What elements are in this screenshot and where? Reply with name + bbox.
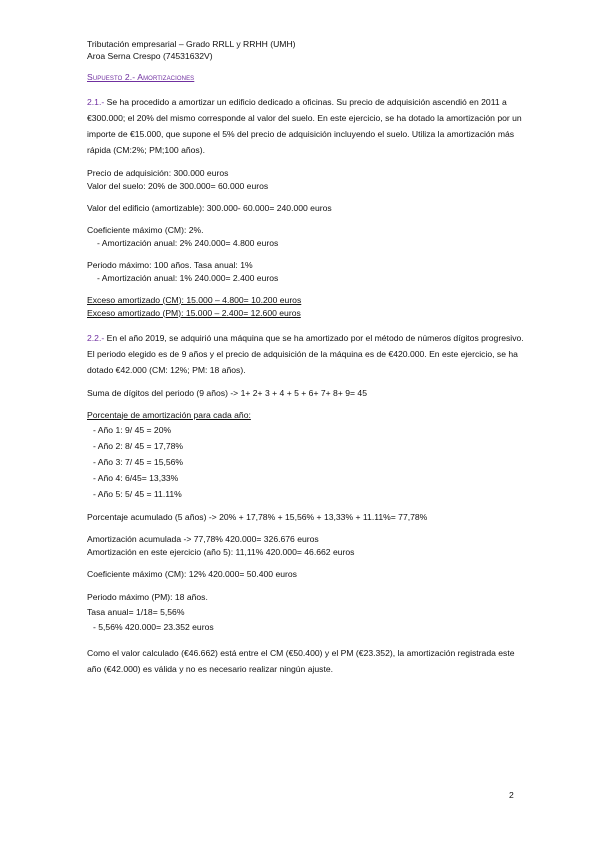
calc-block-porcentajes — [87, 409, 527, 502]
calc-block-cm — [87, 224, 527, 250]
calc-block-pm — [87, 259, 527, 285]
calc-block-suma — [87, 387, 527, 400]
cm-maquina-line: Coeficiente máximo (CM): 12% 420.000= 50.400 euros — [87, 568, 297, 579]
calc-block-edificio — [87, 202, 527, 215]
paragraph-2-2-number: 2.2.- — [87, 332, 105, 343]
suelo-line: Valor del suelo: 20% de 300.000= 60.000 euros — [87, 180, 269, 191]
calc-block-exceso — [87, 294, 527, 320]
year-item: - Año 4: 6/45= 13,33% — [93, 472, 179, 483]
amortizacion-ejercicio-line: Amortización en este ejercicio (año 5): 11,11% 420.000= 46.662 euros — [87, 546, 355, 557]
amortizacion-acumulada-line: Amortización acumulada -> 77,78% 420.000= 326.676 euros — [87, 533, 319, 544]
cm-amort-line: - Amortización anual: 2% 240.000= 4.800 euros — [97, 237, 279, 248]
calc-block-acumulado — [87, 511, 527, 524]
header-author: Aroa Serna Crespo (74531632V) — [87, 51, 213, 61]
pm-amort-line: - Amortización anual: 1% 240.000= 2.400 euros — [97, 272, 279, 283]
year-item: - Año 3: 7/ 45 = 15,56% — [93, 456, 184, 467]
page-content — [87, 38, 527, 677]
page-number: 2 — [509, 790, 514, 800]
paragraph-2-1-number: 2.1.- — [87, 96, 105, 107]
precio-line: Precio de adquisición: 300.000 euros — [87, 167, 229, 178]
exceso-pm-line: Exceso amortizado (PM): 15.000 – 2.400= 12.600 euros — [87, 307, 301, 318]
paragraph-2-1-text: Se ha procedido a amortizar un edificio dedicado a oficinas. Su precio de adquisición ascendió en 2011 a €300.000; el 20% del mismo corresponde al valor del suelo. En este ejercicio, se ha dotado la amortización por un importe de €15.000, que supone el 5% del precio de adquisición incluyendo el suelo. Utiliza la amortización más rápida (CM:2%; PM;100 años). — [87, 96, 522, 155]
year-item: - Año 5: 5/ 45 = 11.11% — [93, 488, 182, 499]
header-course: Tributación empresarial – Grado RRLL y RRHH (UMH) — [87, 39, 296, 49]
section-title: Supuesto 2.- Amortizaciones — [87, 72, 195, 82]
pm-maquina-line: Periodo máximo (PM): 18 años. — [87, 591, 208, 602]
paragraph-2-2 — [87, 330, 527, 378]
year-item: - Año 2: 8/ 45 = 17,78% — [93, 440, 184, 451]
tasa-anual-line: Tasa anual= 1/18= 5,56% — [87, 606, 185, 617]
tasa-calc-line: - 5,56% 420.000= 23.352 euros — [93, 621, 214, 632]
calc-block-precio — [87, 167, 527, 193]
calc-block-cm-2 — [87, 568, 527, 581]
conclusion-paragraph: Como el valor calculado (€46.662) está entre el CM (€50.400) y el PM (€23.352), la amortización registrada este año (€42.000) es válida y no es necesario realizar ningún ajuste. — [87, 647, 515, 674]
paragraph-2-1 — [87, 94, 527, 158]
paragraph-2-2-text: En el año 2019, se adquirió una máquina que se ha amortizado por el método de números dígitos progresivo. El periodo elegido es de 9 años y el precio de adquisición de la máquina es de €420.000. En este ejercicio, se ha dotado €42.000 (CM: 12%; PM: 18 años). — [87, 332, 524, 375]
suma-digitos-line: Suma de dígitos del periodo (9 años) -> 1+ 2+ 3 + 4 + 5 + 6+ 7+ 8+ 9= 45 — [87, 387, 367, 398]
porcentaje-acumulado-line: Porcentaje acumulado (5 años) -> 20% + 17,78% + 15,56% + 13,33% + 11.11%= 77,78% — [87, 511, 428, 522]
cm-line: Coeficiente máximo (CM): 2%. — [87, 224, 204, 235]
porcentaje-title: Porcentaje de amortización para cada año: — [87, 409, 251, 420]
edificio-line: Valor del edificio (amortizable): 300.000- 60.000= 240.000 euros — [87, 202, 332, 213]
calc-block-pm-2 — [87, 590, 527, 635]
pm-line: Periodo máximo: 100 años. Tasa anual: 1% — [87, 259, 253, 270]
year-item: - Año 1: 9/ 45 = 20% — [93, 424, 172, 435]
exceso-cm-line: Exceso amortizado (CM): 15.000 – 4.800= 10.200 euros — [87, 294, 302, 305]
calc-block-amortizacion — [87, 533, 527, 559]
